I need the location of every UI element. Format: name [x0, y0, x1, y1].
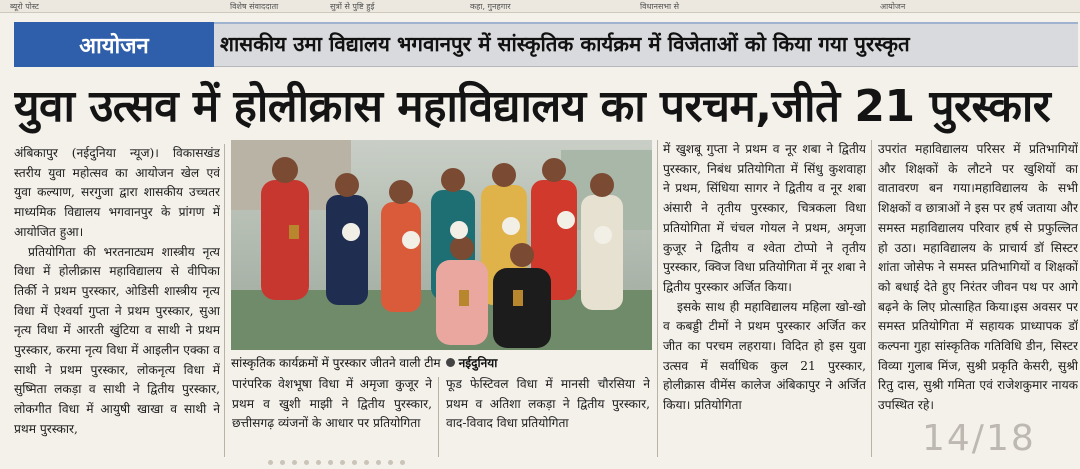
page-number: 14/18	[922, 418, 1036, 459]
photo-credit: नईदुनिया	[458, 355, 498, 370]
article-paragraph: पारंपरिक वेशभूषा विधा में अमृजा कुजूर ने प्रथम व खुशी माझी ने द्वितीय पुरस्कार, छत्तीसगढ़ व्यंजनों के आधार पर प्रतियोगिता	[232, 377, 432, 431]
news-photo	[231, 140, 652, 350]
bullet-icon	[446, 358, 455, 367]
column-divider	[657, 140, 658, 457]
kicker-subheadline: शासकीय उमा विद्यालय भगवानपुर में सांस्कृतिक कार्यक्रम में विजेताओं को किया गया पुरस्कृत	[220, 32, 910, 56]
headline: युवा उत्सव में होलीक्रास महाविद्यालय का परचम,जीते 21 पुरस्कार	[14, 81, 1051, 132]
article-column-3	[663, 140, 866, 457]
photo-caption	[231, 352, 652, 372]
kicker-tag: आयोजन	[14, 22, 214, 67]
column-divider	[438, 377, 439, 457]
article-paragraph: फूड फेस्टिवल विधा में मानसी चौरसिया ने प्रथम व अतिशा लकड़ा ने द्वितीय पुरस्कार, वाद-विवाद विधा प्रतियोगिता	[446, 377, 650, 431]
column-divider	[871, 140, 872, 457]
article-column-1	[14, 144, 220, 457]
strip-text: सुत्रों से पुष्टि हुई	[330, 2, 375, 11]
article-paragraph: इसके साथ ही महाविद्यालय महिला खो-खो व कबड्डी टीमों ने प्रथम पुरस्कार अर्जित कर जीत का परचम लहराया। विदित हो इस युवा उत्सव में सर्वाधिक कुल 21 पुरस्कार, होलीक्रास वीमेंस कालेज अंबिकापुर ने अर्जित किया। प्रतियोगिता	[663, 299, 866, 413]
column-divider	[224, 144, 225, 457]
article-paragraph: अंबिकापुर (नईदुनिया न्यूज)। विकासखंड स्तरीय युवा महोत्सव का आयोजन खेल एवं युवा कल्याण, सरगुजा द्वारा शासकीय उच्चतर माध्यमिक विद्यालय भगवानपुर के प्रांगण में आयोजित हुआ।	[14, 146, 220, 239]
strip-text: विधानसभा से	[640, 2, 680, 11]
article-column-2b	[446, 375, 650, 457]
photo-caption-text: सांस्कृतिक कार्यक्रमों में पुरस्कार जीतने वाली टीम	[231, 355, 441, 370]
strip-text: आयोजन	[880, 2, 906, 11]
strip-text: ब्यूरो पोस्ट	[10, 2, 39, 11]
article-paragraph: में खुशबू गुप्ता ने प्रथम व नूर शबा ने द्वितीय पुरस्कार, निबंध प्रतियोगिता में सिंधु कुशवाहा ने प्रथम, सिंधिया सागर ने द्वितीय व नूर शबा अंसारी ने तृतीय पुरस्कार, चित्रकला विधा प्रतियोगिता में चंचल गोयल ने प्रथम, अमृजा कुजूर ने द्वितीय व श्वेता टोप्पो ने तृतीय पुरस्कार, क्विज विधा प्रतियोगिता में नूर शबा ने द्वितीय पुरस्कार अर्जित किया।	[663, 142, 866, 294]
previous-page-strip	[0, 0, 1080, 13]
article-column-2	[232, 375, 432, 457]
article-paragraph: उपरांत महाविद्यालय परिसर में प्रतिभागियों और शिक्षकों के लौटने पर खुशियों का वातावरण बन गया।महाविद्यालय के सभी शिक्षकों व छात्राओं ने इस पर हर्ष जताया और समस्त महाविद्यालय परिवार हर्ष से प्रफुल्लित हो उठा। महाविद्यालय के प्राचार्य डॉ सिस्टर शांता जोसेफ ने समस्त प्रतिभागियों व शिक्षकों को बधाई देते हुए निरंतर जीवन पथ पर आगे बढ़ने के लिए प्रोत्साहित किया।इस अवसर पर समस्त प्रतियोगिता में सहायक प्राध्यापक डॉ कल्पना गुहा सांस्कृतिक गतिविधि डीन, सिस्टर विव्या गुलाब मिंज, सुश्री प्रकृति केसरी, सुश्री रितु दास, सुश्री गमिता एवं राजेशकुमार नायक उपस्थित रहे।	[878, 142, 1078, 413]
strip-text: कहा, गुनहगार	[470, 2, 511, 11]
article-paragraph: प्रतियोगिता की भरतनाट्यम शास्त्रीय नृत्य विधा में होलीक्रास महाविद्यालय से वीपिका तिर्की ने प्रथम पुरस्कार, ओडिसी शास्त्रीय नृत्य विधा में ऐश्वर्या गुप्ता ने प्रथम पुरस्कार, सुआ नृत्य विधा में आरती खुंटिया व साथी ने प्रथम पुरस्कार, करमा नृत्य विधा में आइलीन एक्का व साथी ने प्रथम पुरस्कार, लोकनृत्य विधा में सुष्मिता लकड़ा व साथी ने द्वितीय पुरस्कार, लोकगीत विधा में आयुषी खाखा व साथी ने प्रथम पुरस्कार,	[14, 244, 220, 436]
article-column-4	[878, 140, 1078, 457]
page-fold-dots	[268, 450, 418, 456]
strip-text: विशेष संवाददाता	[230, 2, 279, 11]
